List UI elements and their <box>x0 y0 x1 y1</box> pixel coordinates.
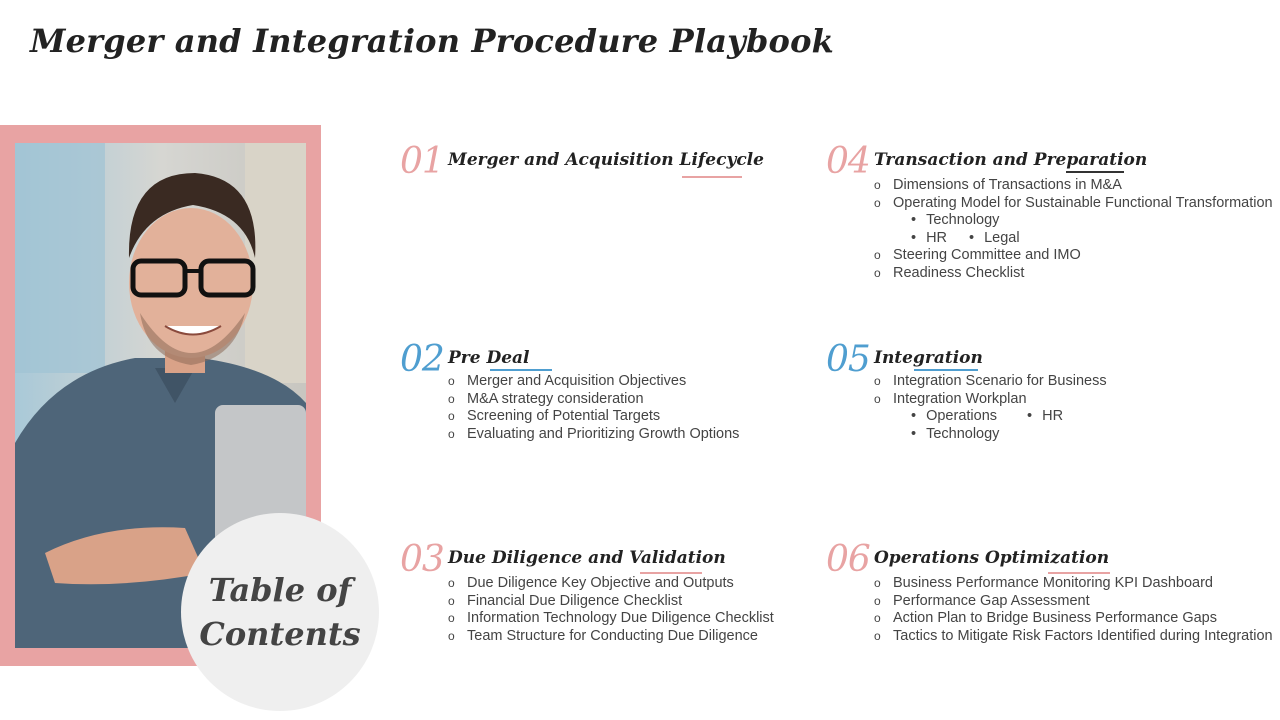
list-item: o Integration Scenario for Business <box>874 373 1107 391</box>
section-title: Merger and Acquisition Lifecycle <box>448 150 764 170</box>
sub-item: HR <box>1042 408 1064 425</box>
sub-item: Technology <box>926 425 1000 442</box>
section-number: 01 <box>400 141 444 182</box>
sub-item: HR <box>926 229 948 246</box>
sub-item: Technology <box>926 212 1000 229</box>
section-items <box>874 177 1273 283</box>
section-number: 03 <box>400 539 444 580</box>
list-item: o Readiness Checklist <box>874 265 1273 283</box>
section-number: 02 <box>400 339 444 380</box>
title-underline <box>640 572 702 574</box>
list-item: o Tactics to Mitigate Risk Factors Identified during Integration <box>874 628 1273 646</box>
page-title: Merger and Integration Procedure Playbook <box>30 22 835 60</box>
section-01 <box>400 142 800 182</box>
toc-badge <box>181 513 379 711</box>
list-item: o Team Structure for Conducting Due Diligence <box>448 628 774 646</box>
section-items <box>448 575 774 645</box>
list-item: o Action Plan to Bridge Business Performance Gaps <box>874 610 1273 628</box>
list-item: o Information Technology Due Diligence Checklist <box>448 610 774 628</box>
section-title: Operations Optimization <box>874 548 1110 568</box>
sub-item-row: • Technology <box>911 212 1000 229</box>
section-title: Pre Deal <box>448 348 530 368</box>
sub-item: Legal <box>984 229 1020 246</box>
sub-item: Operations <box>926 408 998 425</box>
section-number: 05 <box>826 339 870 380</box>
title-underline <box>914 369 978 371</box>
list-item: o Operating Model for Sustainable Functional Transformation <box>874 195 1273 213</box>
title-underline <box>1066 171 1124 173</box>
title-underline <box>682 176 742 178</box>
list-item: o Dimensions of Transactions in M&A <box>874 177 1273 195</box>
list-item: o Financial Due Diligence Checklist <box>448 593 774 611</box>
sub-item-row: • HR • Legal <box>911 229 1020 246</box>
section-items <box>448 373 739 443</box>
title-underline <box>490 369 552 371</box>
section-items <box>874 575 1273 645</box>
title-underline <box>1048 572 1110 574</box>
list-item: o Evaluating and Prioritizing Growth Options <box>448 426 739 444</box>
list-item: o Steering Committee and IMO <box>874 247 1273 265</box>
toc-line-2: Contents <box>199 615 361 653</box>
section-title: Due Diligence and Validation <box>448 548 726 568</box>
list-item: o M&A strategy consideration <box>448 391 739 409</box>
list-item: o Performance Gap Assessment <box>874 593 1273 611</box>
section-02 <box>400 340 800 450</box>
list-item: o Screening of Potential Targets <box>448 408 739 426</box>
section-items <box>874 373 1107 443</box>
section-03 <box>400 540 820 650</box>
section-number: 06 <box>826 539 870 580</box>
list-item: o Merger and Acquisition Objectives <box>448 373 739 391</box>
sub-item-row: • Operations • HR <box>911 408 1064 425</box>
toc-line-1: Table of <box>208 571 352 609</box>
list-item: o Integration Workplan <box>874 391 1107 409</box>
list-item: o Due Diligence Key Objective and Outputs <box>448 575 774 593</box>
list-item: o Business Performance Monitoring KPI Dashboard <box>874 575 1273 593</box>
section-05 <box>826 340 1266 450</box>
sub-item-row: • Technology <box>911 425 1000 442</box>
section-06 <box>826 540 1280 650</box>
section-title: Transaction and Preparation <box>874 150 1148 170</box>
section-04 <box>826 142 1280 292</box>
section-title: Integration <box>874 348 983 368</box>
section-number: 04 <box>826 141 870 182</box>
